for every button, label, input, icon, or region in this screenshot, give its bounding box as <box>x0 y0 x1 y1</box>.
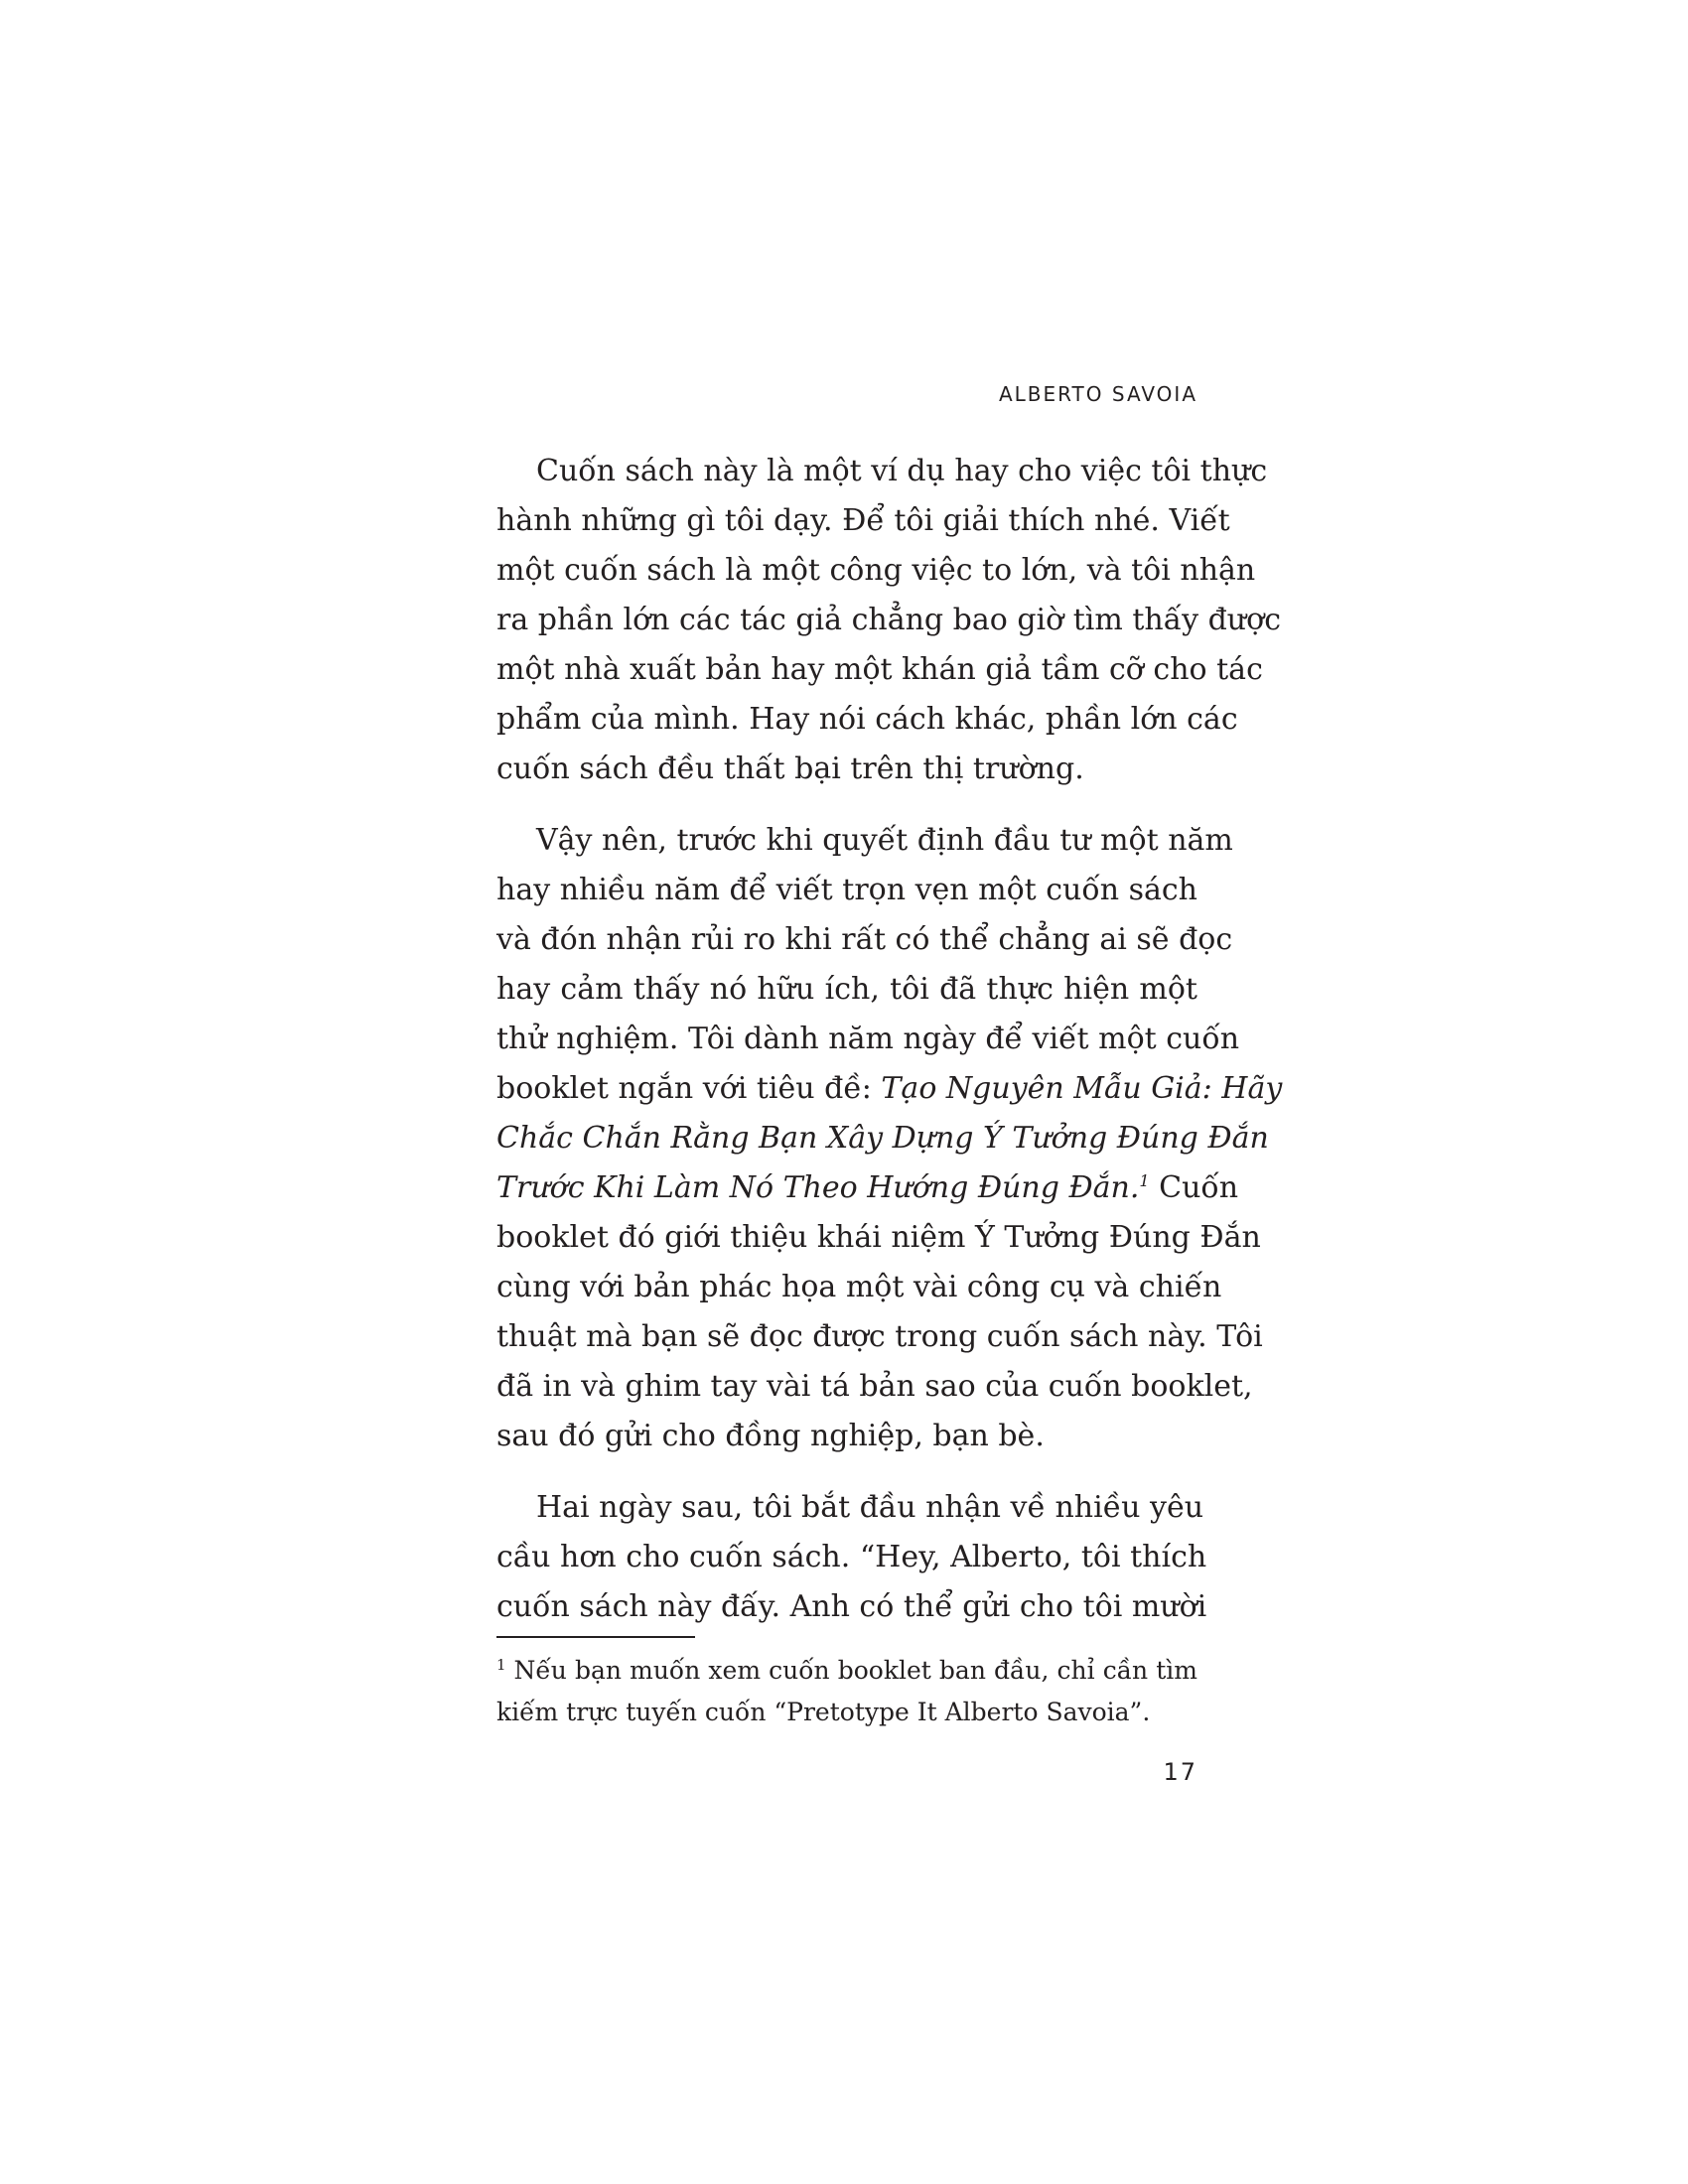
title-trailer: Cuốn <box>1149 1170 1239 1205</box>
text-line: phẩm của mình. Hay nói cách khác, phần lớn các <box>496 702 1238 737</box>
title-lead-in: booklet ngắn với tiêu đề: <box>496 1071 882 1106</box>
footnote <box>496 1650 1197 1733</box>
text-line: Cuốn sách này là một ví dụ hay cho việc tôi thực <box>536 454 1268 488</box>
text-line: sau đó gửi cho đồng nghiệp, bạn bè. <box>496 1419 1045 1453</box>
text-line: cùng với bản phác họa một vài công cụ và chiến <box>496 1270 1222 1304</box>
text-line: cuốn sách đều thất bại trên thị trường. <box>496 751 1084 786</box>
text-line: cuốn sách này đấy. Anh có thể gửi cho tôi mười <box>496 1589 1207 1624</box>
paragraph-spacer <box>496 1461 1197 1483</box>
text-line: cầu hơn cho cuốn sách. “Hey, Alberto, tôi thích <box>496 1540 1207 1574</box>
paragraph-spacer <box>496 794 1197 816</box>
text-line: hay cảm thấy nó hữu ích, tôi đã thực hiện một <box>496 972 1197 1007</box>
page-number: 17 <box>1163 1758 1197 1786</box>
booklet-title-end: Trước Khi Làm Nó Theo Hướng Đúng Đắn. <box>496 1170 1140 1205</box>
body-text <box>496 447 1283 1632</box>
footnote-text: Nếu bạn muốn xem cuốn booklet ban đầu, chỉ cần tìm <box>513 1656 1197 1685</box>
text-line: một nhà xuất bản hay một khán giả tầm cỡ cho tác <box>496 652 1263 687</box>
text-line: một cuốn sách là một công việc to lớn, và tôi nhận <box>496 553 1256 588</box>
text-line: hay nhiều năm để viết trọn vẹn một cuốn sách <box>496 873 1197 907</box>
paragraph-3 <box>496 1483 1207 1632</box>
text-line: và đón nhận rủi ro khi rất có thể chẳng ai sẽ đọc <box>496 922 1233 957</box>
text-line-with-title <box>496 1064 1283 1114</box>
footnote-divider <box>496 1636 695 1638</box>
text-line: Hai ngày sau, tôi bắt đầu nhận về nhiều yêu <box>536 1490 1204 1525</box>
booklet-title-cont: Chắc Chắn Rằng Bạn Xây Dựng Ý Tưởng Đúng Đắn <box>496 1121 1269 1156</box>
footnote-mark: 1 <box>496 1655 506 1674</box>
paragraph-2 <box>496 816 1283 1461</box>
text-line-with-footnote-ref <box>496 1163 1239 1213</box>
footnote-reference[interactable]: 1 <box>1139 1171 1150 1190</box>
paragraph-1 <box>496 447 1281 794</box>
text-line: Vậy nên, trước khi quyết định đầu tư một năm <box>536 823 1233 858</box>
footnote-line: kiếm trực tuyến cuốn “Pretotype It Alberto Savoia”. <box>496 1698 1151 1726</box>
text-line: thuật mà bạn sẽ đọc được trong cuốn sách này. Tôi <box>496 1319 1263 1354</box>
text-line: ra phần lớn các tác giả chẳng bao giờ tìm thấy được <box>496 603 1281 637</box>
text-line: hành những gì tôi dạy. Để tôi giải thích nhé. Viết <box>496 503 1230 538</box>
booklet-title: Tạo Nguyên Mẫu Giả: Hãy <box>881 1071 1283 1106</box>
footnote-line <box>496 1650 1197 1692</box>
running-head: ALBERTO SAVOIA <box>998 382 1197 406</box>
text-line: đã in và ghim tay vài tá bản sao của cuốn booklet, <box>496 1369 1253 1404</box>
text-line: booklet đó giới thiệu khái niệm Ý Tưởng Đúng Đắn <box>496 1220 1261 1255</box>
text-line: thử nghiệm. Tôi dành năm ngày để viết một cuốn <box>496 1022 1240 1056</box>
